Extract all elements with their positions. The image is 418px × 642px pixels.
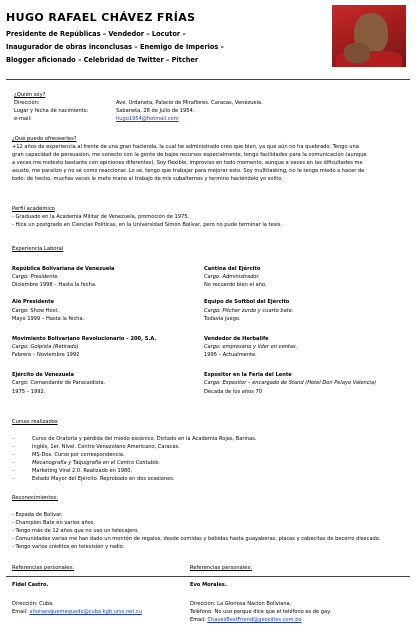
tagline-3: Blogger aficionado – Celebridad de Twitter – Pitcher [6, 56, 199, 64]
bullet: - [12, 436, 14, 442]
job-cargo: Cargo: Administrador. [204, 274, 260, 280]
reference-email-link[interactable]: ahoraesquemequedo@cuba.kgb.urss.net.cu [29, 609, 142, 615]
job-period: Década de los años 70 [204, 389, 262, 395]
job-org: Equipo de Softbol del Ejército [204, 299, 290, 305]
course-item: Marketing Viral 2.0. Realizado en 1980. [32, 468, 133, 474]
bullet: - [12, 476, 14, 482]
who-value-birth: Sabaneta, 28 de Julio de 1954. [116, 108, 195, 114]
bullet: - [12, 460, 14, 466]
job-period: 1995 – Actualmente. [204, 352, 257, 358]
award-item: - Comunidades varias me han dado un montón de regalos, desde comidas y bebidas hasta guayaberas, placas y cabecitas de becerro disecado. [12, 536, 381, 542]
job-cargo: Cargo: empresario y líder en ventas. [204, 344, 298, 350]
job-cargo: Cargo: Expositor – encargado de Stand (Hotel Don Pelayo Valencia) [204, 380, 377, 386]
who-heading: ¿Quién soy? [14, 92, 46, 98]
who-label-email: e-mail: [14, 116, 32, 122]
header-divider [6, 79, 410, 80]
who-label-address: Dirección: [14, 100, 40, 106]
reference-email-label: Email: [190, 617, 208, 623]
job-period: Diciembre 1998 – Hasta la fecha. [12, 282, 97, 288]
job-period: Mayo 1999 – Hasta la fecha. [12, 316, 85, 322]
bullet: - [12, 468, 14, 474]
reference-address: Dirección: Cuba. [12, 601, 54, 607]
academic-line: - Hice un postgrado en Ciencias Políticas, en la Universidad Simón Bolívar, pero no pude terminar la tesis. [12, 222, 282, 228]
job-org: Vendedor de Herbalife [204, 336, 269, 342]
job-cargo: Cargo: Show Host. [12, 308, 59, 314]
course-item: Estado Mayor del Ejército. Reprobado en dos ocasiones. [32, 476, 175, 482]
job-cargo: Cargo: Golpista (Retirado) [12, 344, 79, 350]
course-item: Inglés, 1er. Nivel. Centro Venezolano Americano, Caracas. [32, 444, 180, 450]
award-item: - Tengo más de 12 años que no uso un telecajero. [12, 528, 139, 534]
email-link[interactable]: hugo1954@hotmail.com [116, 116, 179, 122]
job-cargo: Cargo: Presidente. [12, 274, 60, 280]
reference-name: Fidel Castro. [12, 582, 49, 588]
reference-email-link[interactable]: ChavezBestFriend@geocities.com.bo [207, 617, 302, 623]
courses-heading: Cursos realizados [12, 419, 58, 425]
course-item: Mecanografía y Taquigrafía en el Centro Contable. [32, 460, 161, 466]
job-org: República Bolivariana de Venezuela [12, 266, 115, 272]
reference-email-row [12, 610, 142, 615]
references-heading-right: Referencias personales: [190, 565, 252, 571]
job-org: Cantina del Ejército [204, 266, 261, 272]
offer-line: todo: de hecho, muchas veces le meto mano al trabajo de mis subalternos y termino haciéndolo yo solito. [12, 176, 283, 182]
tagline-2: Inaugurador de obras inconclusas – Enemigo de Imperios – [6, 43, 224, 51]
job-org: Aló Presidente [12, 299, 55, 305]
references-divider [6, 576, 410, 577]
tagline-1: Presidente de Repúblicas – Vendedor – Locutor – [6, 30, 186, 38]
job-period: Febrero – Noviembre 1992 [12, 352, 80, 358]
offer-line: gran capacidad de persuasion, me conecto con la gente de bajos recursos especialmente, tengo facilidades para la comunicación (aunque [12, 152, 367, 158]
profile-photo [332, 5, 406, 67]
job-period: 1975 – 1992. [12, 389, 46, 395]
offer-line: asusto, me paralizo y no sé como reaccionar. Lo sé, tengo que trabajar para mejorar esto. Soy multitasking, no le tengo miedo a hacer de [12, 168, 365, 174]
award-item: - Tengo varios créditos en television y radio. [12, 544, 125, 550]
awards-heading: Reconocimientos: [12, 495, 58, 501]
reference-address: Dirección: La Gloriosa Nación Boliviana. [190, 601, 292, 607]
page-title: HUGO RAFAEL CHÁVEZ FRÍAS [6, 11, 196, 24]
reference-name: Evo Morales. [190, 582, 227, 588]
academic-heading: Perfil académico [12, 206, 55, 212]
award-item: - Champion Bate en varios años. [12, 520, 96, 526]
course-item: MS-Dos. Curso por correspondencia. [32, 452, 125, 458]
bullet: - [12, 452, 14, 458]
reference-phone: Teléfono: No uso porque dice que el teléfono es de gay. [190, 609, 332, 615]
job-period: Todavía juego. [204, 316, 241, 322]
course-item: Curso de Oratoria y pérdida del miedo escénico. Dictado en la Academia Rojas, Barinas. [32, 436, 257, 442]
offer-line: a veces me molesto bastante con opiniones diferentes). Soy flexible, improviso en todo momento, aunque a veces en las dificultades me [12, 160, 363, 166]
offer-heading: ¿Qué puedo ofreceerles? [12, 136, 77, 142]
job-cargo: Cargo: Comandante de Paracaidista. [12, 380, 106, 386]
references-heading-left: Referencias personales: [12, 565, 74, 571]
who-value-address: Ave. Urdaneta, Palacio de Miraflores. Caracas, Venezuela. [116, 100, 263, 106]
offer-line: +12 años de experiencia al frente de una gran hacienda, la cual he administrado creo que bien, ya que aún no ha quebrado. Tengo una [12, 144, 359, 150]
who-label-birth: Lugar y fecha de nacimiento: [14, 108, 89, 114]
reference-email-label: Email: [12, 609, 30, 615]
academic-line: - Graduado en la Academia Militar de Venezuela, promoción de 1975. [12, 214, 190, 220]
job-org: Ejército de Venezuela [12, 372, 74, 378]
job-period: No recuerdo bien el año. [204, 282, 267, 288]
award-item: - Espada de Bolívar. [12, 512, 63, 518]
job-org: Expositor en la Feria del Lente [204, 372, 292, 378]
job-cargo: Cargo: Pitcher zurdo y cuarto bate. [204, 308, 294, 314]
bullet: - [12, 444, 14, 450]
job-org: Movimiento Bolivariano Revolucionario – 200, S.A. [12, 336, 157, 342]
experience-heading: Experiencia Laboral [12, 246, 64, 252]
reference-email-row [190, 618, 302, 623]
